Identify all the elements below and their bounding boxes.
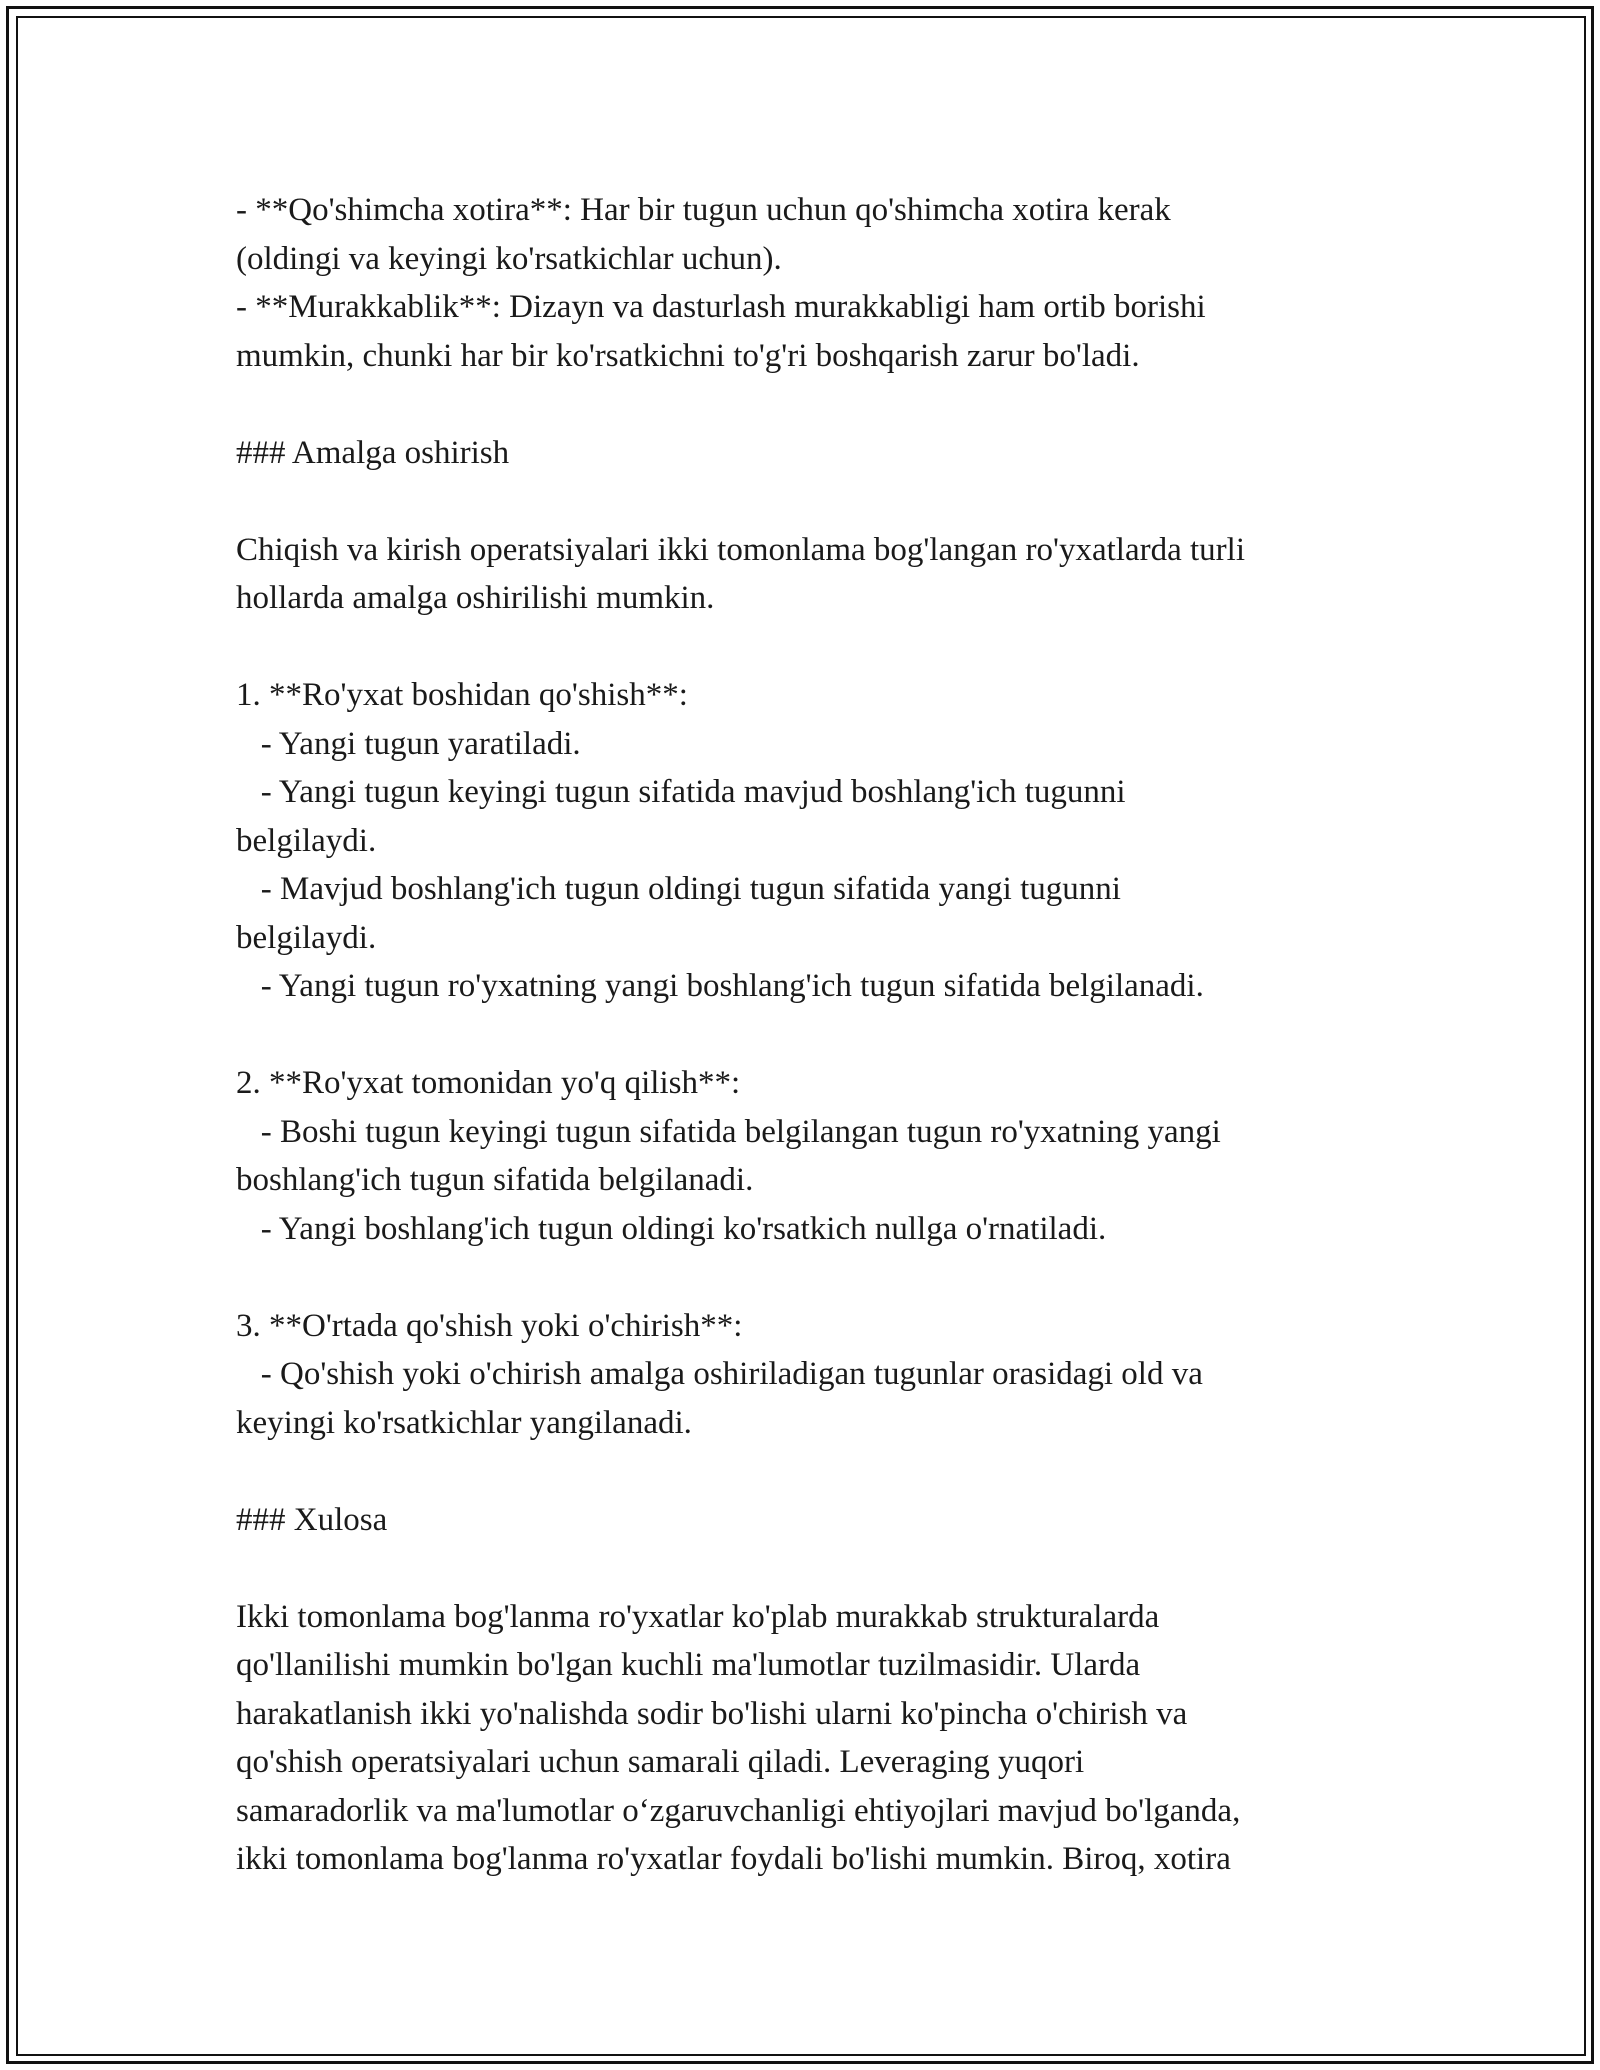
blank-line [236, 477, 1386, 526]
blank-line [236, 1447, 1386, 1496]
text-line: belgilaydi. [236, 822, 377, 859]
list-item-heading: 2. **Ro'yxat tomonidan yo'q qilish**: [236, 1065, 741, 1101]
blank-line [236, 380, 1386, 429]
text-line: Ikki tomonlama bog'lanma ro'yxatlar ko'plab murakkab strukturalarda [236, 1598, 1160, 1635]
text-line: boshlang'ich tugun sifatida belgilanadi. [236, 1162, 754, 1198]
list-subitem: - Yangi tugun keyingi tugun sifatida mavjud boshlang'ich tugunni [236, 774, 1126, 810]
text-line: - **Murakkablik**: Dizayn va dasturlash murakkabligi ham ortib borishi [236, 289, 1206, 325]
text-line: mumkin, chunki har bir ko'rsatkichni to'g'ri boshqarish zarur bo'ladi. [236, 337, 1140, 374]
list-subitem: - Mavjud boshlang'ich tugun oldingi tugun sifatida yangi tugunni [236, 871, 1121, 907]
section-heading-xulosa: ### Xulosa [236, 1501, 388, 1538]
list-item-heading: 1. **Ro'yxat boshidan qo'shish**: [236, 677, 688, 713]
text-line: harakatlanish ikki yo'nalishda sodir bo'lishi ularni ko'pincha o'chirish va [236, 1695, 1188, 1732]
blank-line [236, 1544, 1386, 1593]
blank-line [236, 1011, 1386, 1060]
text-line: (oldingi va keyingi ko'rsatkichlar uchun). [236, 240, 782, 277]
list-subitem: - Yangi boshlang'ich tugun oldingi ko'rsatkich nullga o'rnatiladi. [236, 1210, 1107, 1247]
list-subitem: - Yangi tugun ro'yxatning yangi boshlang'ich tugun sifatida belgilanadi. [236, 968, 1204, 1004]
list-item-heading: 3. **O'rtada qo'shish yoki o'chirish**: [236, 1307, 743, 1344]
text-line: ikki tomonlama bog'lanma ro'yxatlar foydali bo'lishi mumkin. Biroq, xotira [236, 1841, 1231, 1877]
list-subitem: - Boshi tugun keyingi tugun sifatida belgilangan tugun ro'yxatning yangi [236, 1113, 1221, 1150]
list-subitem: - Yangi tugun yaratiladi. [236, 725, 581, 762]
section-heading-amalga-oshirish: ### Amalga oshirish [236, 434, 510, 471]
text-line: qo'llanilishi mumkin bo'lgan kuchli ma'lumotlar tuzilmasidir. Ularda [236, 1647, 1141, 1683]
blank-line [236, 623, 1386, 672]
document-body [236, 186, 1386, 1884]
list-subitem: - Qo'shish yoki o'chirish amalga oshiriladigan tugunlar orasidagi old va [236, 1356, 1203, 1392]
text-line: hollarda amalga oshirilishi mumkin. [236, 580, 715, 616]
text-line: samaradorlik va ma'lumotlar o‘zgaruvchanligi ehtiyojlari mavjud bo'lganda, [236, 1792, 1241, 1829]
blank-line [236, 1253, 1386, 1302]
text-line: belgilaydi. [236, 919, 377, 956]
text-line: - **Qo'shimcha xotira**: Har bir tugun uchun qo'shimcha xotira kerak [236, 192, 1171, 228]
text-line: keyingi ko'rsatkichlar yangilanadi. [236, 1404, 692, 1441]
text-line: qo'shish operatsiyalari uchun samarali qiladi. Leveraging yuqori [236, 1744, 1085, 1780]
text-line: Chiqish va kirish operatsiyalari ikki tomonlama bog'langan ro'yxatlarda turli [236, 531, 1245, 568]
